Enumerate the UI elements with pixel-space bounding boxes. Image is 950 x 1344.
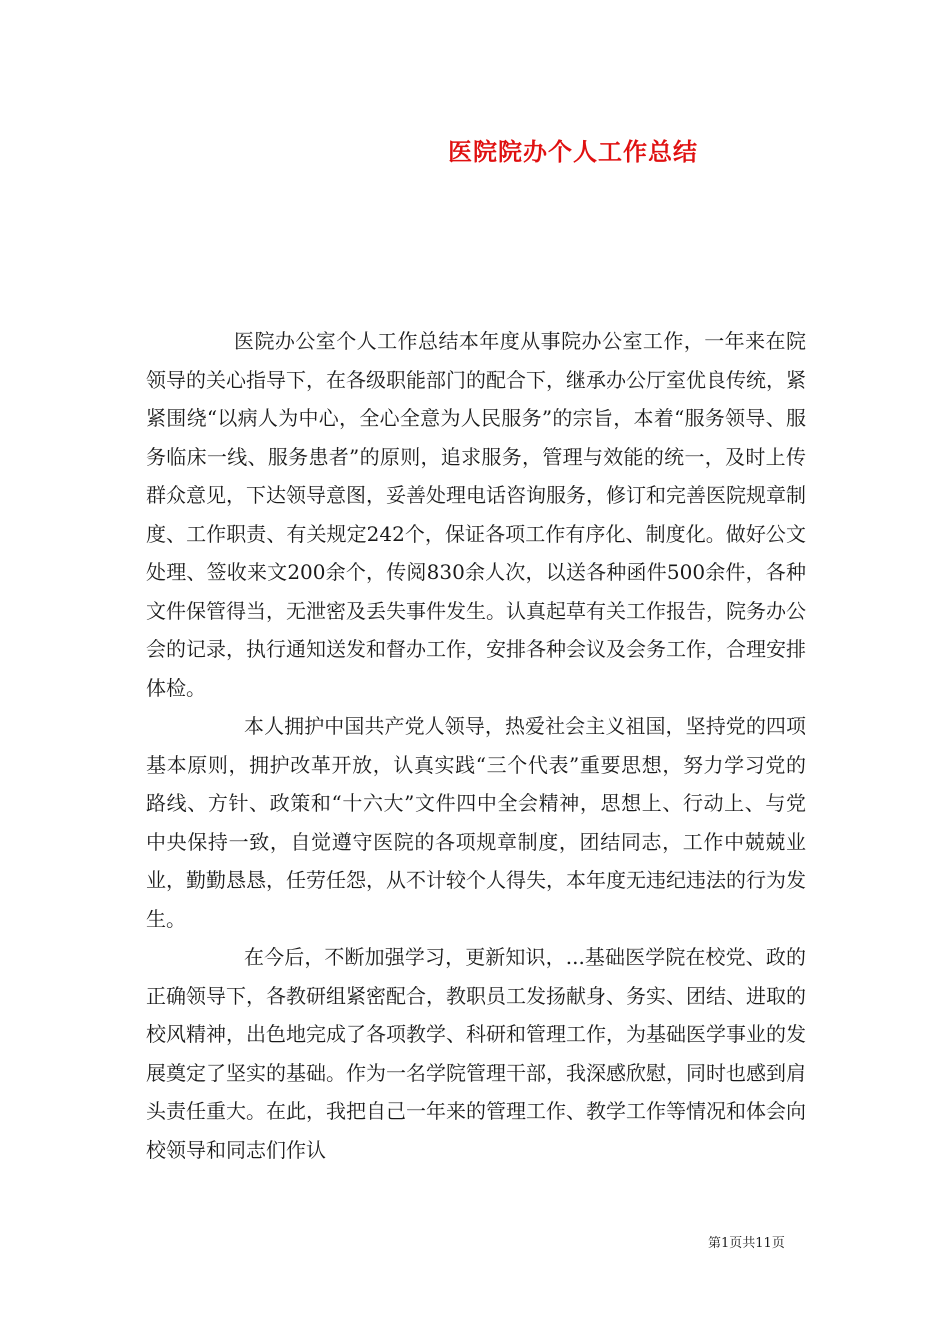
document-body bbox=[146, 322, 806, 1169]
paragraph-1: 医院办公室个人工作总结本年度从事院办公室工作，一年来在院领导的关心指导下，在各级职能部门的配合下，继承办公厅室优良传统，紧紧围绕“以病人为中心，全心全意为人民服务”的宗旨，本着“服务领导、服务临床一线、服务患者”的原则，追求服务，管理与效能的统一，及时上传群众意见，下达领导意图，妥善处理电话咨询服务，修订和完善医院规章制度、工作职责、有关规定242个，保证各项工作有序化、制度化。做好公文处理、签收来文200余个，传阅830余人次，以送各种函件500余件，各种文件保管得当，无泄密及丢失事件发生。认真起草有关工作报告，院务办公会的记录，执行通知送发和督办工作，安排各种会议及会务工作，合理安排体检。 bbox=[146, 329, 806, 700]
page-number-footer: 第1页共11页 bbox=[708, 1236, 785, 1251]
paragraph-3: 在今后，不断加强学习，更新知识，...基础医学院在校党、政的正确领导下，各教研组紧密配合，教职员工发扬献身、务实、团结、进取的校风精神，出色地完成了各项教学、科研和管理工作，为基础医学事业的发展奠定了坚实的基础。作为一名学院管理干部，我深感欣慰，同时也感到肩头责任重大。在此，我把自己一年来的管理工作、教学工作等情况和体会向校领导和同志们作认 bbox=[146, 945, 806, 1162]
document-title: 医院院办个人工作总结 bbox=[448, 137, 698, 166]
paragraph-2: 本人拥护中国共产党人领导，热爱社会主义祖国，坚持党的四项基本原则，拥护改革开放，认真实践“三个代表”重要思想，努力学习党的路线、方针、政策和“十六大”文件四中全会精神，思想上、行动上、与党中央保持一致，自觉遵守医院的各项规章制度，团结同志，工作中兢兢业业，勤勤恳恳，任劳任怨，从不计较个人得失，本年度无违纪违法的行为发生。 bbox=[146, 714, 806, 931]
